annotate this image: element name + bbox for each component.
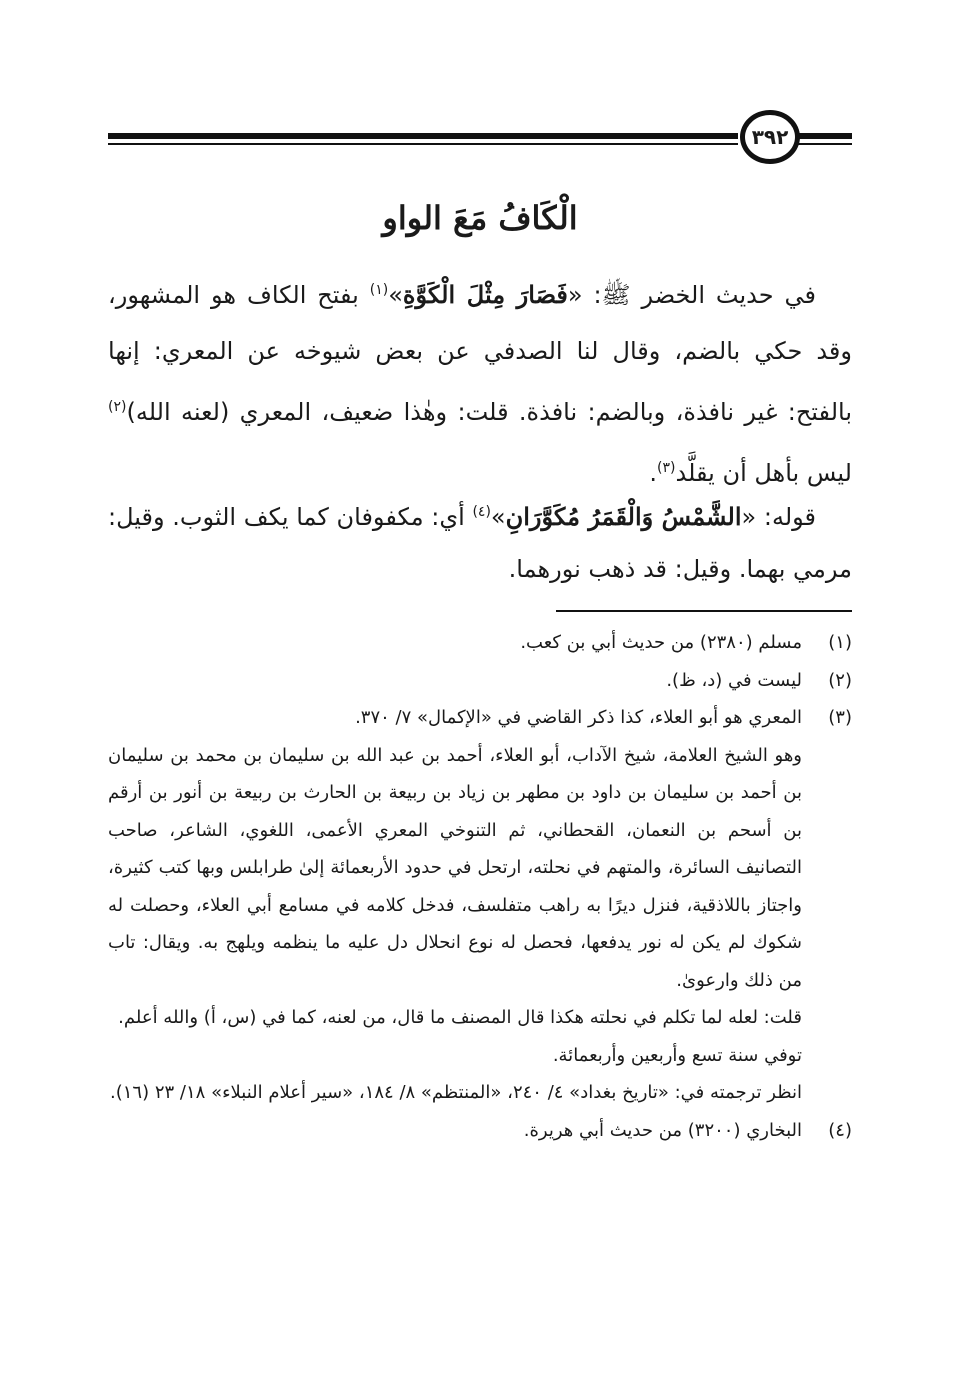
footnote-separator [556, 610, 852, 612]
footnote-ref-4: (٤) [472, 504, 491, 520]
footnote-line: انظر ترجمته في: «تاريخ بغداد» ٤/ ٢٤٠، «المنتظم» ٨/ ١٨٤، «سير أعلام النبلاء» ١٨/ ٢٣ (١٦). [110, 1082, 802, 1103]
footnote-number: (٣) [828, 707, 852, 728]
paragraph-1-quote: فَصَارَ مِثْلَ الْكَوَّةِ [402, 280, 568, 309]
footnote-3 [108, 699, 852, 1112]
paragraph-1-quote-close: » [388, 281, 403, 309]
footnote-number: (١) [828, 632, 852, 653]
footnote-line: وهو الشيخ العلامة، شيخ الآداب، أبو العلاء، أحمد بن عبد الله بن سليمان بن محمد بن سليمان بن أحمد بن سليمان بن داود بن مطهر بن زياد بن ربيعة بن الحارث بن ربيعة بن أنور بن أرقم بن أسحم بن النعمان، القحطاني، ثم التنوخي المعري الأعمى، اللغوي، الشاعر، صاحب التصانيف السائرة، والمتهم في نحلته، ارتحل في حدود الأربعمائة إلىٰ طرابلس وبها كتب كثيرة، واجتاز باللاذقية، فنزل ديرًا به راهب متفلسف، فدخل كلامه في مسامع أبي العلاء، وحصلت له شكوك لم يكن له نور يدفعها، فحصل له نوع انحلال دل عليه ما ينظمه ويلهج به. ويقال: تاب من ذلك وارعوىٰ. [108, 744, 802, 991]
header-rule-right-thick [798, 133, 852, 139]
footnote-number: (٢) [828, 669, 852, 691]
paragraph-1-text-a: بفتح الكاف هو المشهور، وقد حكي بالضم، وقال لنا الصدفي عن بعض شيوخه عن المعري: إنها بالفتح: غير نافذة، وبالضم: نافذة. قلت: وهٰذا ضعيف، المعري (لعنه الله) [108, 281, 852, 426]
footnotes [108, 624, 852, 1149]
page-header [108, 108, 852, 192]
paragraph-2-quote-close: » [490, 503, 506, 531]
paragraph-2-quote: الشَّمْسُ وَالْقَمَرُ مُكَوَّرَانِ [505, 502, 742, 531]
footnote-line: قلت: لعله لما تكلم في نحلته هكذا قال المصنف ما قال، من لعنه، كما في (س، أ) والله أعلم. [118, 1007, 802, 1028]
paragraph-1-text-b: ليس بأهل أن يقلَّد [675, 459, 852, 487]
footnote-ref-1: (١) [369, 282, 389, 298]
paragraph-2-lead: قوله: « [741, 503, 816, 531]
footnote-line: المعري هو أبو العلاء، كذا ذكر القاضي في «الإكمال» ٧/ ٣٧٠. [355, 707, 802, 728]
paragraph-2 [108, 486, 852, 595]
paragraph-2-text: أي: مكفوفان كما يكف الثوب. وقيل: مرمي بهما. وقيل: قد ذهب نورهما. [108, 503, 852, 583]
footnote-line: مسلم (٢٣٨٠) من حديث أبي بن كعب. [520, 632, 802, 653]
header-rule-thin [108, 143, 738, 145]
paragraph-1-end: . [649, 459, 657, 487]
footnote-body [108, 624, 802, 662]
footnote-body [108, 1112, 802, 1150]
footnote-line: البخاري (٣٢٠٠) من حديث أبي هريرة. [523, 1119, 802, 1141]
header-rule-right-thin [798, 143, 852, 145]
paragraph-1 [108, 262, 852, 501]
footnote-1 [108, 624, 852, 662]
section-title: الْكَافُ مَعَ الواو [382, 199, 578, 237]
footnote-body [108, 699, 802, 1112]
footnote-number: (٤) [828, 1119, 852, 1141]
footnote-ref-2: (٢) [108, 399, 127, 415]
footnote-line: توفي سنة تسع وأربعين وأربعمائة. [552, 1044, 802, 1066]
footnote-4 [108, 1112, 852, 1150]
header-rule-thick [108, 133, 738, 139]
footnote-ref-3: (٣) [657, 460, 676, 476]
footnote-body [108, 662, 802, 700]
paragraph-1-lead: في حديث الخضر ﷺ: « [567, 281, 816, 309]
page-number: ٣٩٢ [740, 110, 800, 164]
footnote-2 [108, 662, 852, 700]
footnote-line: ليست في (د، ظ). [666, 669, 802, 691]
